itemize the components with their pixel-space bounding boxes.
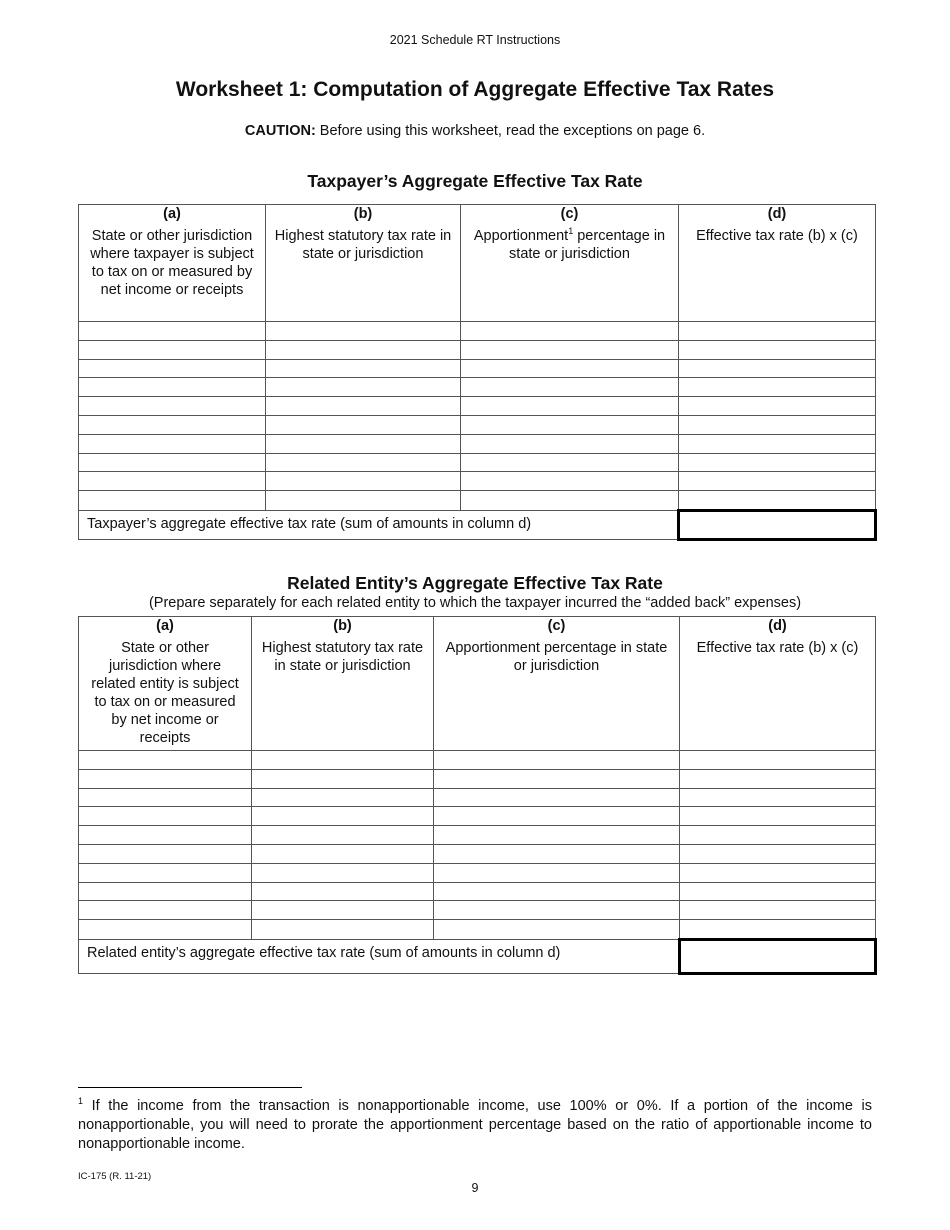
input-cell-c[interactable] [461,359,679,378]
input-cell-d[interactable] [679,491,876,511]
input-cell-d[interactable] [680,901,876,920]
input-cell-c[interactable] [461,378,679,397]
input-cell-a[interactable] [79,434,266,453]
input-cell-a[interactable] [79,863,252,882]
column-description-end: percentage in state or jurisdiction [509,228,666,262]
table-row [79,882,876,901]
table-row [79,322,876,341]
related-entity-table-title: Related Entity’s Aggregate Effective Tax Rate [287,573,663,593]
column-header-b [266,205,461,322]
footnote-text: If the income from the transaction is nonapportionable income, use 100% or 0%. If a portion of the income is nonapportionable, you will need to prorate the apportionment percentage based on the ratio of apportionable income to nonapportionable income. [78,1098,872,1152]
input-cell-b[interactable] [252,807,434,826]
related-entity-table-subtitle: (Prepare separately for each related entity to which the taxpayer incurred the “added back” expenses) [148,595,802,611]
column-description: Apportionment percentage in state or jurisdiction [445,640,668,674]
input-cell-d[interactable] [679,340,876,359]
table-row [79,901,876,920]
input-cell-a[interactable] [79,397,266,416]
input-cell-b[interactable] [266,378,461,397]
input-cell-d[interactable] [679,378,876,397]
table-row [79,769,876,788]
input-cell-b[interactable] [266,491,461,511]
input-cell-c[interactable] [461,415,679,434]
input-cell-b[interactable] [266,322,461,341]
column-header-d [680,617,876,751]
column-letter: (d) [767,206,787,222]
caution-text: Before using this worksheet, read the exceptions on page 6. [315,123,706,139]
table-row [79,863,876,882]
input-cell-a[interactable] [79,359,266,378]
column-header-a [79,617,252,751]
column-header-c [434,617,680,751]
input-cell-d[interactable] [680,882,876,901]
input-cell-d[interactable] [679,397,876,416]
input-cell-c[interactable] [434,844,680,863]
input-cell-c[interactable] [434,751,680,770]
input-cell-d[interactable] [680,863,876,882]
table-row [79,415,876,434]
input-cell-c[interactable] [461,340,679,359]
column-description [467,223,672,263]
table-row [79,434,876,453]
footnote-mark: 1 [78,1096,84,1107]
input-cell-c[interactable] [461,472,679,491]
input-cell-d[interactable] [680,788,876,807]
input-cell-c[interactable] [434,882,680,901]
input-cell-c[interactable] [434,920,680,940]
table-row [79,340,876,359]
input-cell-a[interactable] [79,322,266,341]
input-cell-a[interactable] [79,901,252,920]
column-letter: (c) [560,206,579,222]
input-cell-d[interactable] [679,322,876,341]
column-description-start: Apportionment [473,228,569,244]
column-letter: (c) [547,618,566,634]
column-description: Effective tax rate (b) x (c) [696,640,859,656]
table-row [79,491,876,511]
input-cell-c[interactable] [434,901,680,920]
column-header-a [79,205,266,322]
input-cell-d[interactable] [680,920,876,940]
taxpayer-table-title: Taxpayer’s Aggregate Effective Tax Rate [307,171,643,191]
input-cell-b[interactable] [252,844,434,863]
input-cell-c[interactable] [434,807,680,826]
input-cell-b[interactable] [252,788,434,807]
input-cell-c[interactable] [434,769,680,788]
input-cell-a[interactable] [79,769,252,788]
column-letter: (b) [353,206,373,222]
input-cell-d[interactable] [679,415,876,434]
input-cell-d[interactable] [680,826,876,845]
column-description: Highest statutory tax rate in state or jurisdiction [261,640,424,674]
input-cell-c[interactable] [434,788,680,807]
input-cell-b[interactable] [266,434,461,453]
column-description: State or other jurisdiction where taxpayer is subject to tax on or measured by net income or receipts [90,228,254,298]
input-cell-d[interactable] [680,807,876,826]
input-cell-c[interactable] [461,322,679,341]
table-row [79,920,876,940]
table-row [79,453,876,472]
total-input-box[interactable] [680,939,876,973]
input-cell-b[interactable] [252,920,434,940]
column-header-d [679,205,876,322]
total-label: Related entity’s aggregate effective tax rate (sum of amounts in column d) [79,939,680,973]
input-cell-d[interactable] [680,769,876,788]
table-row [79,826,876,845]
table-row [79,378,876,397]
table-header-row [79,205,876,322]
input-cell-a[interactable] [79,826,252,845]
footnote-divider [78,1087,302,1088]
table-header-row [79,617,876,751]
table-row [79,359,876,378]
input-cell-a[interactable] [79,807,252,826]
footnote-reference[interactable]: 1 [568,226,574,237]
footnote [78,1097,872,1154]
related-entity-worksheet-table [78,616,877,975]
input-cell-b[interactable] [266,340,461,359]
form-identifier: IC-175 (R. 11-21) [78,1171,152,1182]
input-cell-b[interactable] [252,901,434,920]
input-cell-b[interactable] [252,882,434,901]
total-label: Taxpayer’s aggregate effective tax rate (sum of amounts in column d) [79,510,679,539]
input-cell-a[interactable] [79,882,252,901]
input-cell-d[interactable] [679,453,876,472]
input-cell-b[interactable] [266,453,461,472]
caution-note [0,123,950,139]
page-number: 9 [471,1181,479,1195]
column-description: Highest statutory tax rate in state or jurisdiction [274,228,452,262]
input-cell-b[interactable] [252,769,434,788]
input-cell-c[interactable] [461,491,679,511]
table-row [79,397,876,416]
input-cell-a[interactable] [79,491,266,511]
input-cell-a[interactable] [79,340,266,359]
document-header: 2021 Schedule RT Instructions [389,33,561,47]
column-letter: (a) [163,206,181,222]
total-row [79,510,876,539]
input-cell-c[interactable] [461,434,679,453]
input-cell-c[interactable] [461,453,679,472]
table-row [79,844,876,863]
input-cell-d[interactable] [680,751,876,770]
input-cell-d[interactable] [679,434,876,453]
input-cell-b[interactable] [252,751,434,770]
input-cell-a[interactable] [79,453,266,472]
table-row [79,751,876,770]
page-title: Worksheet 1: Computation of Aggregate Effective Tax Rates [175,78,775,101]
input-cell-a[interactable] [79,415,266,434]
input-cell-c[interactable] [434,826,680,845]
input-cell-c[interactable] [461,397,679,416]
column-letter: (a) [156,618,174,634]
caution-label: CAUTION: [244,123,316,139]
input-cell-d[interactable] [679,472,876,491]
input-cell-a[interactable] [79,378,266,397]
input-cell-a[interactable] [79,844,252,863]
total-input-box[interactable] [679,510,876,539]
input-cell-d[interactable] [680,844,876,863]
column-header-b [252,617,434,751]
input-cell-b[interactable] [266,415,461,434]
column-letter: (b) [333,618,352,634]
total-row [79,939,876,973]
input-cell-c[interactable] [434,863,680,882]
input-cell-b[interactable] [252,863,434,882]
column-description: Effective tax rate (b) x (c) [696,228,858,244]
input-cell-b[interactable] [266,359,461,378]
table-row [79,788,876,807]
table-row [79,472,876,491]
input-cell-a[interactable] [79,920,252,940]
column-description: State or other jurisdiction where related entity is subject to tax on or measured by net income or receipts [91,640,239,746]
column-header-c [461,205,679,322]
table-row [79,807,876,826]
input-cell-b[interactable] [266,472,461,491]
input-cell-a[interactable] [79,788,252,807]
input-cell-a[interactable] [79,472,266,491]
column-letter: (d) [768,618,787,634]
input-cell-a[interactable] [79,751,252,770]
taxpayer-worksheet-table [78,204,877,541]
input-cell-b[interactable] [266,397,461,416]
input-cell-d[interactable] [679,359,876,378]
input-cell-b[interactable] [252,826,434,845]
